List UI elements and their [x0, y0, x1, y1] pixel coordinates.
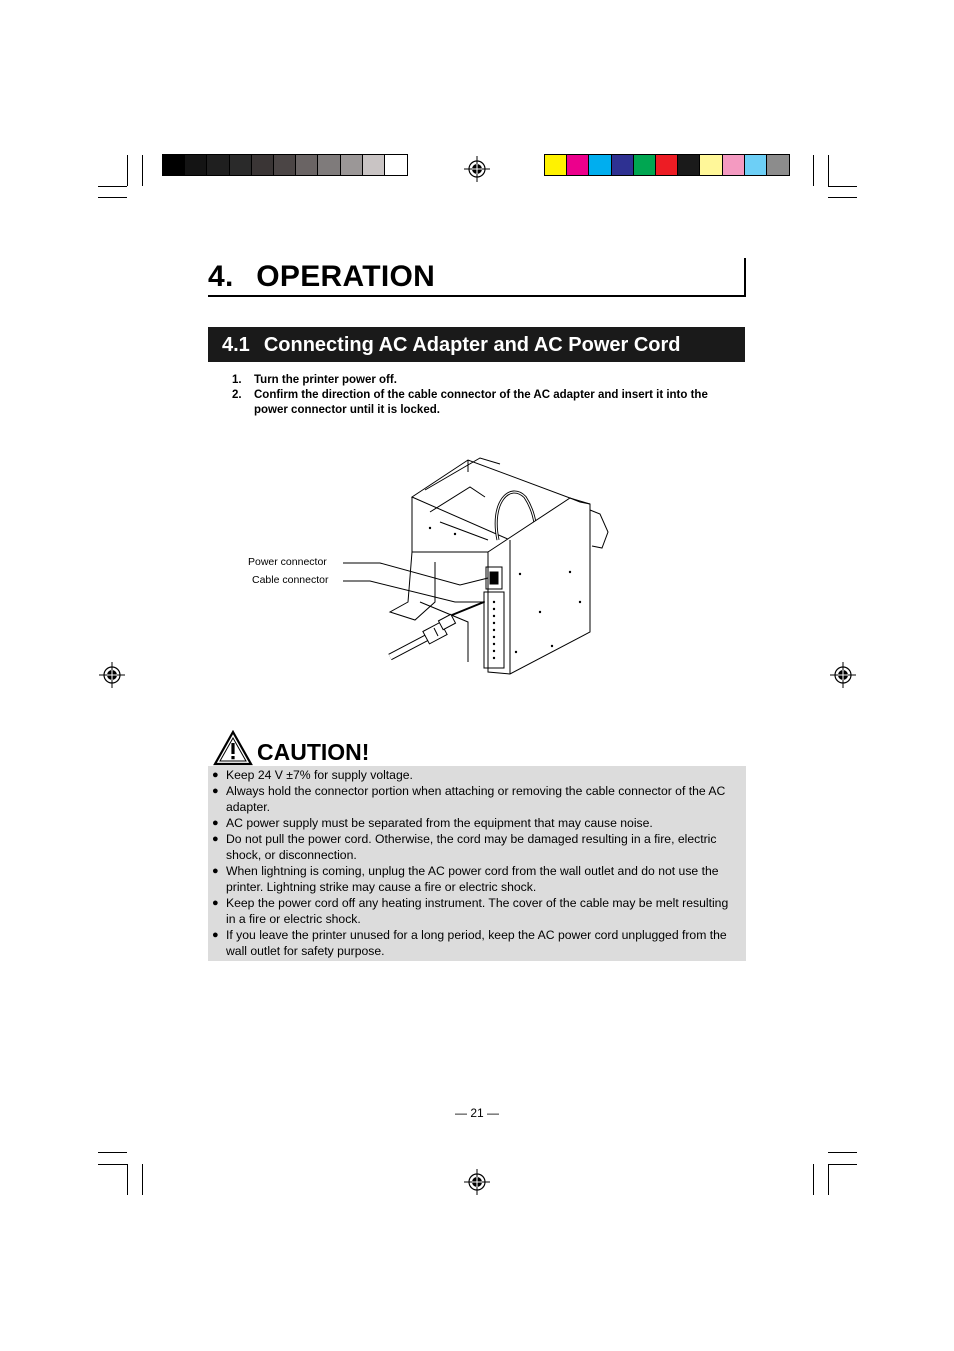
caution-text: Keep 24 V ±7% for supply voltage. [226, 768, 413, 782]
color-swatch [589, 155, 611, 175]
registration-mark-icon [464, 1169, 490, 1195]
section-title: Connecting AC Adapter and AC Power Cord [263, 334, 681, 356]
crop-mark [142, 155, 143, 186]
section-heading [208, 327, 745, 362]
caution-header [213, 724, 369, 766]
chapter-title [208, 258, 746, 297]
crop-mark [98, 1152, 127, 1153]
bullet-icon: ● [212, 817, 219, 829]
bullet-icon: ● [212, 897, 219, 909]
color-swatch [185, 155, 207, 175]
crop-mark [813, 1164, 814, 1195]
section-number: 4.1 [222, 334, 250, 356]
color-swatch [296, 155, 318, 175]
list-item [232, 388, 732, 418]
caution-text: Do not pull the power cord. Otherwise, the cord may be damaged resulting in a fire, electric shock, or disconnection. [226, 832, 717, 862]
step-number: 2. [232, 389, 242, 401]
crop-mark [828, 1164, 829, 1195]
list-item [212, 815, 741, 831]
color-swatch [252, 155, 274, 175]
list-item [212, 767, 741, 783]
crop-mark [142, 1164, 143, 1195]
list-item [212, 895, 741, 927]
caution-text: Keep the power cord off any heating instrument. The cover of the cable may be melt resulting in a fire or electric shock. [226, 896, 729, 926]
registration-mark-icon [464, 156, 490, 182]
list-item [212, 783, 741, 815]
registration-mark-icon [830, 662, 856, 688]
step-text: Turn the printer power off. [254, 374, 397, 386]
color-swatch [385, 155, 407, 175]
color-swatch [745, 155, 767, 175]
bullet-icon: ● [212, 785, 219, 797]
color-swatch [678, 155, 700, 175]
color-swatch [363, 155, 385, 175]
crop-mark [828, 197, 857, 198]
color-swatch [230, 155, 252, 175]
crop-mark [828, 186, 857, 187]
color-swatch [723, 155, 745, 175]
crop-mark [127, 155, 128, 186]
crop-mark [98, 186, 127, 187]
color-swatch [163, 155, 185, 175]
step-text: Confirm the direction of the cable connector of the AC adapter and insert it into the power connector until it is locked. [254, 389, 708, 416]
caution-text: If you leave the printer unused for a long period, keep the AC power cord unplugged from the wall outlet for safety purpose. [226, 928, 727, 958]
color-swatch [612, 155, 634, 175]
list-item [212, 831, 741, 863]
bullet-icon: ● [212, 833, 219, 845]
color-swatch [545, 155, 567, 175]
crop-mark [828, 1164, 857, 1165]
power-connector-label: Power connector [248, 556, 327, 568]
crop-mark [127, 1164, 128, 1195]
chapter-title-text: OPERATION [256, 260, 436, 293]
color-swatch [767, 155, 789, 175]
crop-mark [828, 155, 829, 186]
color-swatch [634, 155, 656, 175]
cable-connector-label: Cable connector [252, 574, 329, 586]
caution-box [208, 766, 746, 961]
registration-mark-icon [99, 662, 125, 688]
crop-mark [98, 197, 127, 198]
bullet-icon: ● [212, 929, 219, 941]
color-swatch [207, 155, 229, 175]
instruction-steps [232, 373, 732, 418]
color-swatch [656, 155, 678, 175]
step-number: 1. [232, 374, 242, 386]
crop-mark [98, 1164, 127, 1165]
color-swatch [274, 155, 296, 175]
printer-illustration [240, 452, 620, 692]
color-swatch [341, 155, 363, 175]
caution-text: When lightning is coming, unplug the AC power cord from the wall outlet and do not use the printer. Lightning strike may cause a fire or electric shock. [226, 864, 719, 894]
caution-text: AC power supply must be separated from the equipment that may cause noise. [226, 816, 653, 830]
page-number: — 21 — [454, 1106, 499, 1120]
list-item [212, 927, 741, 959]
list-item [232, 373, 732, 388]
bullet-icon: ● [212, 769, 219, 781]
list-item [212, 863, 741, 895]
color-swatch [567, 155, 589, 175]
gray-color-bar [162, 154, 408, 176]
bullet-icon: ● [212, 865, 219, 877]
color-swatch [318, 155, 340, 175]
caution-text: Always hold the connector portion when attaching or removing the cable connector of the AC adapter. [226, 784, 726, 814]
warning-triangle-icon [213, 730, 253, 766]
color-swatch [700, 155, 722, 175]
chapter-number: 4. [208, 260, 234, 293]
caution-title: CAUTION! [257, 739, 370, 765]
crop-mark [813, 155, 814, 186]
printer-connector-figure [240, 452, 620, 692]
crop-mark [828, 1152, 857, 1153]
process-color-bar [544, 154, 790, 176]
